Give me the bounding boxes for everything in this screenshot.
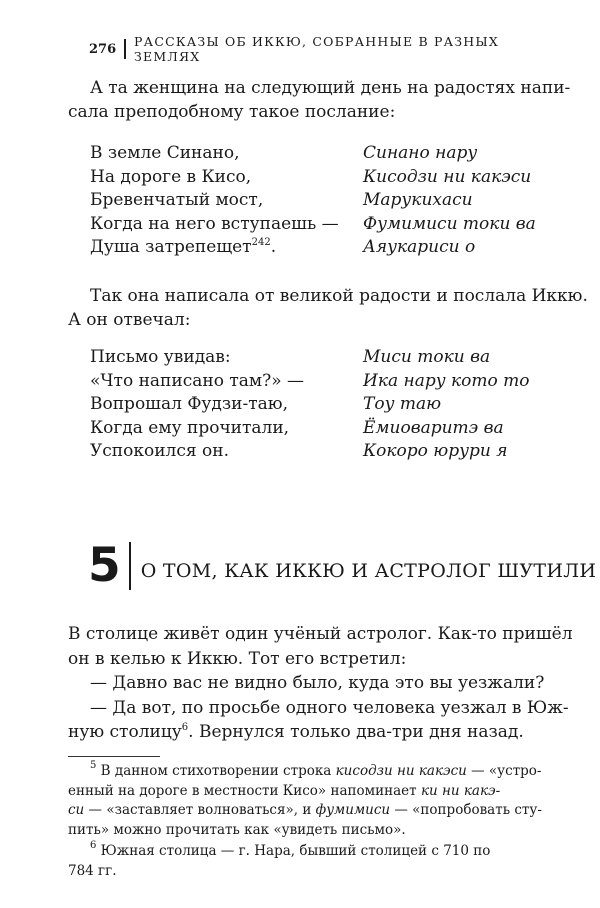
footnote-number: 6 — [90, 840, 97, 851]
footnote-line: пить» можно прочитать как «увидеть письмо». — [68, 821, 406, 838]
middle-line: А он отвечал: — [68, 310, 191, 330]
chapter-heading — [88, 538, 597, 593]
chapter-divider — [129, 542, 131, 590]
footnote-line — [68, 760, 542, 782]
poem-line-russian: Бревенчатый мост, — [90, 190, 264, 210]
poem-line-russian — [90, 236, 363, 260]
running-header — [89, 34, 549, 64]
footnote-emphasis: ки ни какэ- — [420, 782, 501, 799]
footnote-text: В данном стихотворении строка — [96, 763, 336, 779]
poem-line-russian: Успокоился он. — [90, 441, 229, 461]
poem-row — [90, 166, 540, 190]
poem-row — [90, 393, 540, 417]
body-line — [68, 720, 538, 745]
poem-row — [90, 189, 540, 213]
poem-line-japanese: Аяукариси о — [363, 237, 476, 257]
poem-line-japanese: Фумимиси токи ва — [363, 213, 536, 234]
footnote-text: Южная столица — г. Нара, бывший столицей с 710 по — [96, 843, 491, 859]
poem-line-russian: Когда на него вступаешь — — [90, 213, 339, 234]
intro-line: А та женщина на следующий день на радостях напи- — [90, 78, 571, 98]
poem-line-japanese: Миси токи ва — [363, 347, 491, 367]
middle-line: Так она написала от великой радости и послала Иккю. — [90, 286, 588, 306]
poem-line-russian: Вопрошал Фудзи-таю, — [90, 394, 288, 414]
poem-line-japanese: Кисодзи ни какэси — [363, 166, 532, 187]
footnote-rule — [68, 756, 160, 757]
body-line: — Да вот, по просьбе одного человека уезжал в Юж- — [90, 697, 569, 718]
footnote-line — [68, 842, 538, 862]
footnote-number: 5 — [90, 760, 97, 771]
poem-line-tail: . — [270, 237, 277, 257]
footnote-text: — «устро- — [466, 763, 542, 779]
footnote-line: 784 гг. — [68, 862, 117, 879]
footnote-6 — [68, 842, 538, 881]
poem-row — [90, 370, 540, 394]
footnote-text: енный на дороге в местности Кисо» напоминает — [68, 782, 421, 799]
poem-line-russian: «Что написано там?» — — [90, 370, 305, 391]
running-title: РАССКАЗЫ ОБ ИККЮ, СОБРАННЫЕ В РАЗНЫХ ЗЕМЛЯХ — [134, 34, 499, 64]
page-number: 276 — [89, 41, 117, 57]
poem-line-russian: Письмо увидав: — [90, 347, 231, 367]
footnote-text: — «заставляет волноваться», и — [84, 802, 316, 818]
poem-line-russian: В земле Синано, — [90, 143, 240, 163]
body-line: — Давно вас не видно было, куда это вы уезжали? — [90, 673, 545, 693]
body-line: В столице живёт один учёный астролог. Как-то пришёл — [68, 624, 573, 644]
middle-paragraph — [68, 284, 588, 332]
body-line-text: ную столицу — [68, 722, 182, 742]
footnote-emphasis: фумимиси — [315, 802, 391, 818]
footnote-emphasis: кисодзи ни какэси — [335, 763, 467, 779]
poem-one — [90, 142, 540, 260]
poem-line-japanese: Кокоро юрури я — [363, 441, 508, 461]
body-line-text: . Вернулся только два-три дня назад. — [188, 722, 524, 742]
footnote-line — [68, 782, 538, 802]
poem-row — [90, 440, 540, 464]
footnote-5 — [68, 760, 542, 840]
poem-row — [90, 142, 540, 166]
poem-row — [90, 346, 540, 370]
poem-line-japanese: Тоу таю — [363, 394, 442, 414]
poem-line-japanese: Синано нару — [363, 143, 478, 163]
poem-line-japanese: Ика нару кото то — [363, 370, 530, 391]
footnote-ref: 6 — [181, 722, 189, 733]
body-line: он в келью к Иккю. Тот его встретил: — [68, 648, 407, 669]
body-paragraph — [68, 622, 573, 745]
poem-line-russian: На дороге в Кисо, — [90, 166, 252, 187]
intro-paragraph — [68, 76, 571, 124]
poem-line-japanese: Ёмиоваритэ ва — [363, 417, 504, 438]
poem-line-russian: Когда ему прочитали, — [90, 417, 290, 438]
header-divider — [124, 39, 126, 59]
poem-row — [90, 213, 540, 237]
chapter-number: 5 — [88, 538, 121, 593]
footnote-ref: 242 — [251, 237, 271, 248]
footnote-emphasis: си — [68, 802, 85, 818]
poem-two — [90, 346, 540, 464]
footnote-line — [68, 801, 542, 821]
chapter-title: О ТОМ, КАК ИККЮ И АСТРОЛОГ ШУТИЛИ — [140, 560, 597, 582]
poem-line-text: Душа затрепещет — [90, 237, 252, 257]
footnote-text: — «попробовать сту- — [390, 802, 542, 818]
intro-line: сала преподобному такое послание: — [68, 102, 396, 122]
poem-row — [90, 236, 540, 260]
poem-line-japanese: Марукихаси — [363, 190, 473, 210]
poem-row — [90, 417, 540, 441]
